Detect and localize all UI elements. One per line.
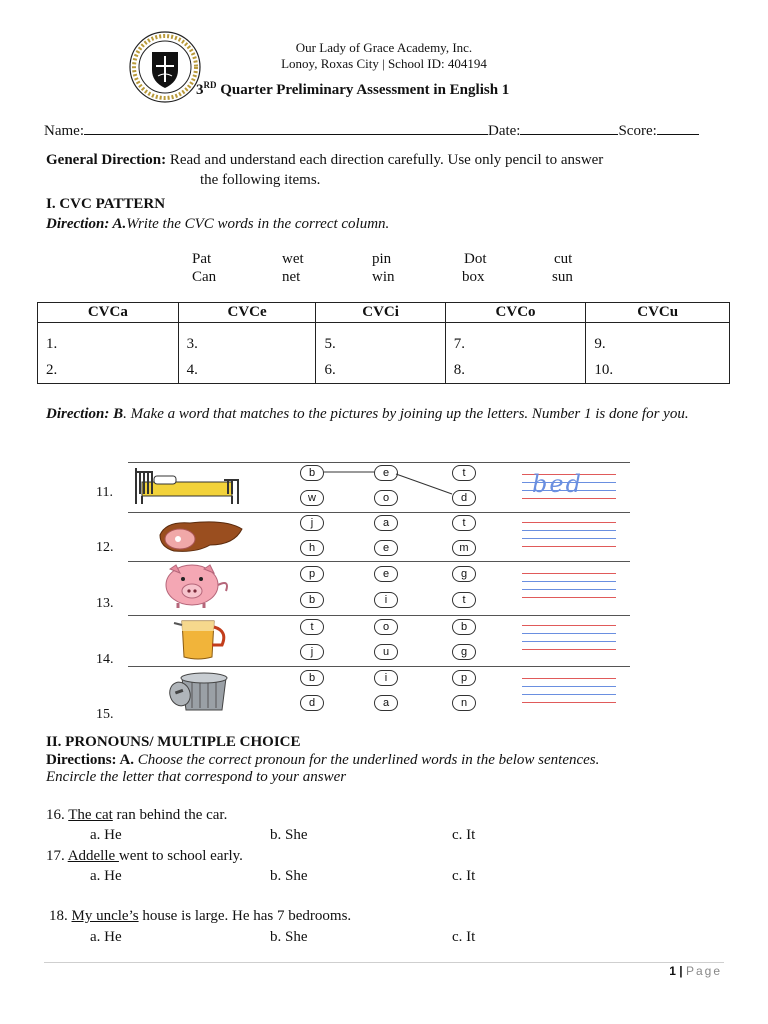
letter-circle[interactable]: o: [374, 490, 398, 506]
cvc-table: [37, 302, 730, 384]
general-direction-label: General Direction:: [46, 152, 167, 168]
cvc-cell[interactable]: 5.: [316, 323, 445, 358]
option-b[interactable]: b. She: [270, 868, 308, 884]
item-number: 14.: [96, 652, 114, 667]
word-bank-item: box: [462, 269, 485, 285]
option-a[interactable]: a. He: [90, 827, 122, 843]
date-blank[interactable]: [520, 120, 618, 135]
letter-circle[interactable]: h: [300, 540, 324, 556]
word-bank-item: Dot: [464, 251, 487, 267]
item-number: 12.: [96, 540, 114, 555]
example-connector-lines: [320, 468, 460, 498]
pig-icon: [160, 563, 236, 614]
handwriting-lines[interactable]: [522, 621, 616, 661]
score-blank[interactable]: [657, 120, 699, 135]
footer-divider: [44, 962, 724, 963]
letter-circle[interactable]: g: [452, 566, 476, 582]
school-address: Lonoy, Roxas City | School ID: 404194: [281, 56, 487, 71]
letter-circle[interactable]: i: [374, 592, 398, 608]
date-label: Date:: [487, 123, 521, 139]
word-bank-item: pin: [372, 251, 392, 267]
item-number: 15.: [96, 707, 114, 722]
letter-circle[interactable]: e: [374, 465, 398, 481]
divider: [128, 512, 630, 513]
letter-circle[interactable]: b: [300, 592, 324, 608]
letter-circle[interactable]: e: [374, 540, 398, 556]
letter-circle[interactable]: p: [452, 670, 476, 686]
question-18: 18. My uncle’s house is large. He has 7 bedrooms.: [49, 908, 352, 924]
letter-circle[interactable]: a: [374, 695, 398, 711]
cvc-cell[interactable]: 9.: [586, 323, 730, 358]
letter-circle[interactable]: a: [374, 515, 398, 531]
word-bank-item: sun: [552, 269, 573, 285]
question-16: 16. The cat ran behind the car.: [46, 807, 228, 823]
cvc-cell[interactable]: 6.: [316, 357, 445, 384]
ham-icon: [156, 515, 244, 560]
divider: [128, 615, 630, 616]
cvc-header-i: CVCi: [316, 303, 445, 323]
letter-circle[interactable]: d: [300, 695, 324, 711]
word-bank-item: net: [282, 269, 301, 285]
letter-circle[interactable]: b: [452, 619, 476, 635]
handwriting-lines[interactable]: [522, 518, 616, 558]
cvc-header-a: CVCa: [38, 303, 179, 323]
option-c[interactable]: c. It: [452, 827, 476, 843]
letter-circle[interactable]: w: [300, 490, 324, 506]
letter-circle[interactable]: g: [452, 644, 476, 660]
letter-circle[interactable]: t: [452, 592, 476, 608]
section-2-direction-cont: Encircle the letter that correspond to your answer: [46, 769, 347, 785]
direction-b: Direction: B. Make a word that matches to the pictures by joining up the letters. Number 1 is done for you.: [46, 406, 689, 422]
cvc-cell[interactable]: 10.: [586, 357, 730, 384]
divider: [128, 462, 630, 463]
letter-circle[interactable]: i: [374, 670, 398, 686]
name-blank[interactable]: [84, 120, 488, 135]
letter-circle[interactable]: t: [452, 515, 476, 531]
option-b[interactable]: b. She: [270, 827, 308, 843]
word-bank-item: Can: [192, 269, 217, 285]
section-1-heading: I. CVC PATTERN: [46, 196, 166, 212]
bin-icon: [166, 668, 236, 717]
page-footer: 1 | Page: [669, 964, 722, 978]
score-label: Score:: [618, 123, 657, 139]
cvc-cell[interactable]: 4.: [178, 357, 316, 384]
letter-circle[interactable]: j: [300, 515, 324, 531]
item-number: 13.: [96, 596, 114, 611]
handwriting-lines[interactable]: [522, 674, 616, 714]
divider: [128, 561, 630, 562]
traced-answer: bed: [532, 470, 583, 498]
letter-circle[interactable]: b: [300, 670, 324, 686]
general-direction: General Direction: Read and understand each direction carefully. Use only pencil to answer the following items.: [46, 152, 604, 188]
cvc-cell[interactable]: 2.: [38, 357, 179, 384]
section-1-direction: Direction: A.Write the CVC words in the correct column.: [46, 216, 390, 232]
section-2-heading: II. PRONOUNS/ MULTIPLE CHOICE: [46, 734, 301, 750]
cvc-cell[interactable]: 7.: [445, 323, 586, 358]
word-bank-item: win: [372, 269, 395, 285]
option-c[interactable]: c. It: [452, 868, 476, 884]
option-a[interactable]: a. He: [90, 868, 122, 884]
word-bank-item: wet: [282, 251, 304, 267]
letter-circle[interactable]: d: [452, 490, 476, 506]
letter-circle[interactable]: t: [452, 465, 476, 481]
option-c[interactable]: c. It: [452, 929, 476, 945]
handwriting-lines: [522, 470, 616, 510]
school-name: Our Lady of Grace Academy, Inc.: [295, 40, 473, 55]
letter-circle[interactable]: e: [374, 566, 398, 582]
cvc-cell[interactable]: 1.: [38, 323, 179, 358]
section-2-direction: Directions: A. Choose the correct pronoun for the underlined words in the below sentences.: [46, 752, 600, 768]
cvc-cell[interactable]: 3.: [178, 323, 316, 358]
item-number: 11.: [96, 485, 113, 500]
letter-circle[interactable]: j: [300, 644, 324, 660]
jug-icon: [168, 617, 232, 668]
word-bank-item: Pat: [192, 251, 212, 267]
student-info-row: [44, 120, 699, 140]
letter-circle[interactable]: b: [300, 465, 324, 481]
letter-circle[interactable]: o: [374, 619, 398, 635]
option-b[interactable]: b. She: [270, 929, 308, 945]
letter-circle[interactable]: m: [452, 540, 476, 556]
bed-icon: [132, 464, 242, 511]
name-label: Name:: [44, 123, 84, 139]
letter-circle[interactable]: t: [300, 619, 324, 635]
cvc-header-u: CVCu: [586, 303, 730, 323]
cvc-header-o: CVCo: [445, 303, 586, 323]
word-bank-item: cut: [554, 251, 573, 267]
option-a[interactable]: a. He: [90, 929, 122, 945]
cvc-header-e: CVCe: [178, 303, 316, 323]
letter-circle[interactable]: n: [452, 695, 476, 711]
cvc-cell[interactable]: 8.: [445, 357, 586, 384]
letter-circle[interactable]: p: [300, 566, 324, 582]
assessment-title: 3RD Quarter Preliminary Assessment in English 1: [196, 80, 510, 98]
letter-circle[interactable]: u: [374, 644, 398, 660]
handwriting-lines[interactable]: [522, 569, 616, 609]
question-17: 17. Addelle went to school early.: [46, 848, 243, 864]
